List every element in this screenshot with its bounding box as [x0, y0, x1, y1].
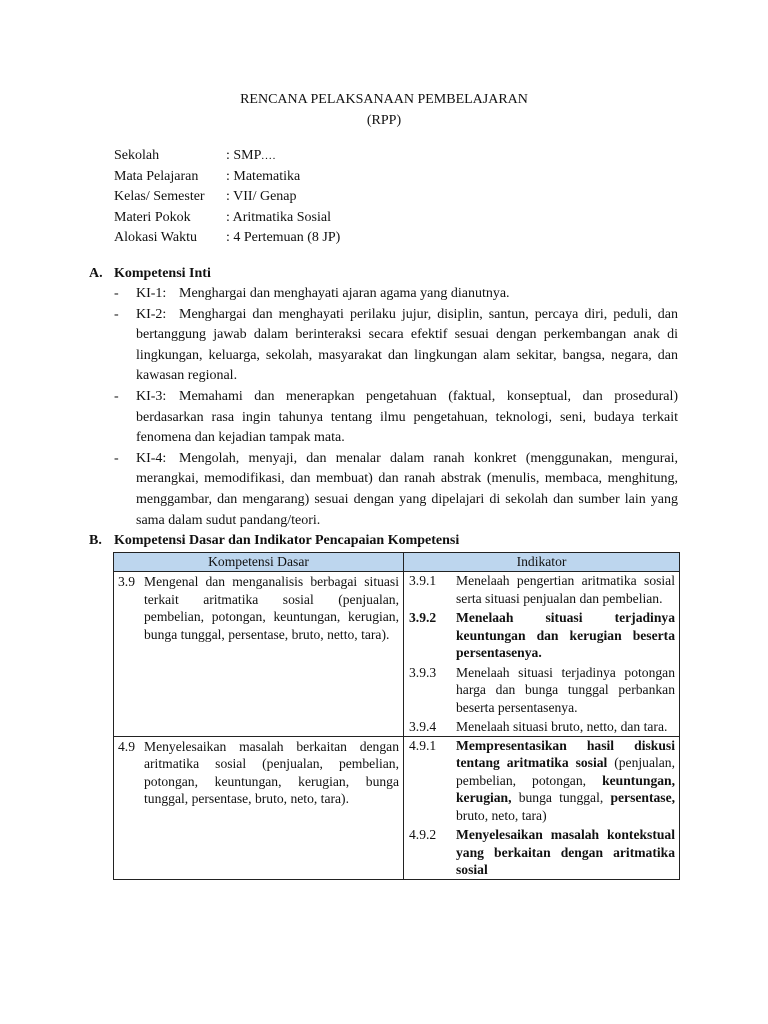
- info-label: Mata Pelajaran: [114, 168, 199, 184]
- indicator-text-normal: (penjualan, pembelian, potongan,: [456, 755, 675, 788]
- section-letter: B.: [89, 533, 102, 548]
- list-item: [114, 449, 678, 531]
- column-header-kd: Kompetensi Dasar: [114, 553, 404, 572]
- kd-code: 4.9: [118, 738, 135, 754]
- indicator-text-bold: Mempresentasikan hasil diskusi tentang aritmatika sosial: [456, 737, 675, 770]
- info-row-alokasi-waktu: [114, 228, 340, 249]
- list-dash: -: [114, 388, 119, 404]
- indicator-text: [456, 737, 675, 825]
- info-row-materi-pokok: [114, 208, 340, 229]
- kd-cell: [114, 736, 404, 879]
- ki-text: Mengolah, menyaji, dan menalar dalam ranah konkret (menggunakan, mengurai, merangkai, memodifikasi, dan membuat) dan ranah abstrak (menulis, membaca, menghitung, menggambar, dan mengarang) sesuai dengan yang dipelajari di sekolah dan sumber lain yang sama dalam sudut pandang/teori.: [136, 450, 678, 528]
- indicator-item: [404, 572, 679, 607]
- info-row-kelas-semester: [114, 187, 340, 208]
- info-row-mata-pelajaran: [114, 167, 340, 188]
- info-label: Sekolah: [114, 148, 160, 163]
- kd-text: Menyelesaikan masalah berkaitan dengan aritmatika sosial (penjualan, pembelian, potongan, keuntungan, kerugian, bunga tunggal, persentase, bruto, neto, tara).: [144, 738, 399, 806]
- list-item: [114, 305, 678, 387]
- info-value: : SMP: [226, 148, 262, 163]
- kd-cell: [114, 572, 404, 737]
- ki-text: Menghargai dan menghayati ajaran agama yang dianutnya.: [179, 286, 510, 301]
- indicator-cell: [404, 736, 680, 879]
- indicator-text-bold: keuntungan, kerugian,: [456, 772, 675, 805]
- indicator-code: 3.9.2: [409, 610, 437, 625]
- info-value: : VII/ Genap: [226, 189, 297, 205]
- column-header-indikator: Indikator: [404, 553, 680, 572]
- indicator-text: Menelaah pengertian aritmatika sosial serta situasi penjualan dan pembelian.: [456, 573, 675, 606]
- indicator-code: 4.9.2: [409, 827, 437, 842]
- indicator-code: 3.9.3: [409, 664, 437, 680]
- kd-code: 3.9: [118, 574, 135, 589]
- info-value: : 4 Pertemuan (8 JP): [226, 230, 341, 246]
- table-row: [114, 572, 680, 737]
- section-title: Kompetensi Inti: [114, 266, 211, 281]
- ki-code: KI-1:: [136, 286, 167, 301]
- document-title: RENCANA PELAKSANAAN PEMBELAJARAN: [240, 92, 528, 107]
- info-label: Kelas/ Semester: [114, 189, 205, 205]
- section-letter: A.: [89, 266, 103, 281]
- ki-code: KI-4:: [136, 450, 167, 466]
- indicator-text: Menelaah situasi terjadinya potongan harga dan bunga tunggal perbankan beserta persentasenya.: [456, 664, 675, 715]
- table-row: [114, 736, 680, 879]
- indicator-cell: [404, 572, 680, 737]
- indicator-code: 4.9.1: [409, 737, 437, 753]
- ki-text: Menghargai dan menghayati perilaku jujur, disiplin, santun, percaya diri, peduli, dan bertanggung jawab dalam berinteraksi secara efektif sesuai dengan perkembangan anak di lingkungan, keluarga, sekolah, masyarakat dan lingkungan alam sekitar, bangsa, negara, dan kawasan regional.: [136, 306, 678, 384]
- indicator-text: Menelaah situasi bruto, netto, dan tara.: [456, 719, 668, 734]
- indicator-item: [404, 826, 679, 879]
- info-row-sekolah: [114, 146, 340, 167]
- indicator-item: [404, 664, 679, 717]
- indicator-item: [404, 718, 679, 736]
- info-value-dots: ....: [261, 150, 277, 162]
- section-title: Kompetensi Dasar dan Indikator Pencapaian Kompetensi: [114, 533, 460, 548]
- section-a-heading: [89, 264, 211, 284]
- kd-text: Mengenal dan menganalisis berbagai situasi terkait aritmatika sosial (penjualan, pembelian, potongan, keuntungan, kerugian, bunga tunggal, persentase, bruto, netto, tara).: [144, 574, 399, 642]
- info-label: Materi Pokok: [114, 209, 191, 225]
- indicator-code: 3.9.4: [409, 719, 437, 734]
- list-dash: -: [114, 286, 119, 301]
- identity-block: [114, 146, 340, 249]
- indicator-text: Menelaah situasi terjadinya keuntungan dan kerugian beserta persentasenya.: [456, 610, 675, 660]
- ki-text: Memahami dan menerapkan pengetahuan (faktual, konseptual, dan prosedural) berdasarkan rasa ingin tahunya tentang ilmu pengetahuan, teknologi, seni, budaya terkait fenomena dan kejadian tampak mata.: [136, 388, 678, 446]
- indicator-item: [404, 609, 679, 662]
- document-subtitle: (RPP): [366, 113, 402, 128]
- kd-indicator-table: [113, 552, 680, 880]
- ki-code: KI-2:: [136, 306, 167, 322]
- indicator-text-normal: bruto, neto, tara): [456, 807, 547, 823]
- indicator-text-bold: persentase,: [610, 790, 675, 805]
- ki-code: KI-3:: [136, 388, 167, 404]
- list-item: [114, 387, 678, 449]
- list-dash: -: [114, 450, 119, 466]
- kompetensi-inti-list: [114, 284, 678, 531]
- info-value: : Matematika: [226, 168, 301, 184]
- info-label: Alokasi Waktu: [114, 230, 197, 246]
- list-dash: -: [114, 306, 119, 322]
- indicator-text-normal: bunga tunggal,: [511, 790, 611, 805]
- indicator-code: 3.9.1: [409, 573, 437, 588]
- indicator-item: [404, 737, 679, 825]
- table-header-row: [114, 553, 680, 572]
- section-b-heading: [89, 531, 460, 551]
- info-value: : Aritmatika Sosial: [226, 209, 331, 225]
- indicator-text: Menyelesaikan masalah kontekstual yang berkaitan dengan aritmatika sosial: [456, 827, 675, 877]
- list-item: [114, 284, 678, 305]
